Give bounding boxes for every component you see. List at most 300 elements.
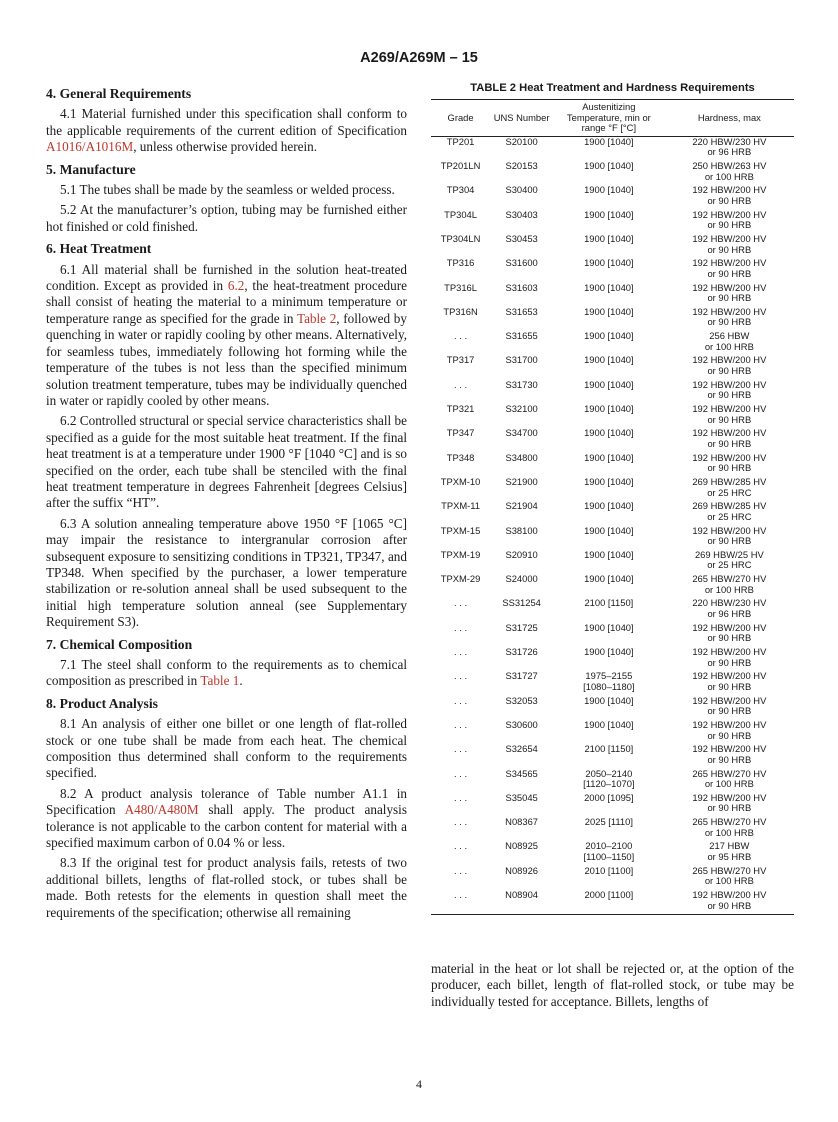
cell-hardness-line: or 100 HRB	[704, 583, 754, 595]
cell-uns-number	[490, 720, 553, 744]
paragraph-text: 6.2 Controlled structural or special service characteristics shall be specified as a guide for the most suitable heat treatment. If the final heat treatment is at a temperature under 1900 °F [1040 °C] and is so specified on the order, each tube shall be stenciled with the final heat treatment temperature in degrees Fahrenheit [degrees Celsius] after the suffix “HT”.	[46, 413, 407, 511]
table-row	[431, 769, 794, 793]
cell-temperature	[553, 744, 665, 768]
cell-uns-number-line: S31655	[505, 330, 538, 342]
cell-uns-number-line: N08925	[505, 840, 539, 852]
cell-hardness-line: 265 HBW/270 HV	[692, 864, 767, 876]
cell-hardness	[665, 696, 794, 720]
cell-hardness-line: or 90 HRB	[707, 219, 752, 231]
cell-grade-line: TPXM-29	[440, 573, 481, 585]
paragraph-text: 6.3 A solution annealing temperature above 1950 °F [1065 °C] may impair the resistance to intergranular corrosion after subsequent exposure to sensitizing conditions in TP321, TP347, and TP348. When specified by the purchaser, a lower temperature stabilization or re-solution anneal shall be used subsequent to the initial high temperature solution anneal (see Supplementary Requirement S3).	[46, 515, 407, 630]
cell-hardness	[665, 744, 794, 768]
cell-uns-number-line: S31653	[505, 305, 538, 317]
cell-temperature	[553, 696, 665, 720]
table-title: TABLE 2 Heat Treatment and Hardness Requirements	[470, 82, 755, 94]
cell-uns-number	[490, 477, 553, 501]
cell-grade-line: . . .	[454, 816, 468, 828]
header-grade: Grade	[431, 100, 490, 137]
section-heading: 5. Manufacture	[46, 161, 136, 177]
table-row	[431, 696, 794, 720]
cell-grade	[431, 136, 490, 161]
cell-hardness	[665, 380, 794, 404]
cell-grade	[431, 428, 490, 452]
cell-uns-number	[490, 817, 553, 841]
cell-grade	[431, 890, 490, 915]
cell-hardness-line: 192 HBW/200 HV	[692, 621, 767, 633]
cell-temperature-line: 1900 [1040]	[584, 160, 634, 172]
cell-grade	[431, 744, 490, 768]
cell-uns-number-line: S20100	[505, 135, 538, 147]
cell-hardness-line: or 90 HRB	[707, 535, 752, 547]
paragraph-text: 4.1 Material furnished under this specification shall conform to the applicable requirements of the current edition of Specification	[46, 106, 407, 138]
cell-temperature-line: 1900 [1040]	[584, 573, 634, 585]
cell-uns-number	[490, 769, 553, 793]
cell-temperature	[553, 793, 665, 817]
cell-hardness-line: or 25 HRC	[707, 510, 752, 522]
cell-hardness-line: or 90 HRB	[707, 413, 752, 425]
cell-hardness-line: 256 HBW	[709, 330, 750, 342]
cell-hardness-line: or 95 HRB	[707, 850, 752, 862]
cell-hardness-line: 269 HBW/285 HV	[692, 475, 767, 487]
paragraph-text: 6.1 All material shall be furnished in the solution heat-treated condition. Except as provided in	[46, 261, 407, 294]
cell-temperature-line: 1900 [1040]	[584, 330, 634, 342]
cell-uns-number	[490, 453, 553, 477]
cell-uns-number-line: N08926	[505, 864, 539, 876]
cell-temperature-line: 2100 [1150]	[584, 743, 634, 755]
cell-grade-line: . . .	[454, 718, 468, 730]
cell-grade-line: TP317	[446, 354, 475, 366]
cell-uns-number	[490, 671, 553, 695]
paragraph-text: 8.1 An analysis of either one billet or one length of flat-rolled stock or one tube shall be made from each heat. The chemical composition thus determined shall conform to the requirements specified.	[46, 716, 407, 781]
cell-uns-number-line: S31600	[505, 257, 538, 269]
cell-grade	[431, 501, 490, 525]
cell-hardness-line: or 25 HRC	[707, 559, 752, 571]
cell-grade	[431, 185, 490, 209]
left-column	[46, 80, 407, 925]
cell-hardness-line: or 90 HRB	[707, 462, 752, 474]
cell-grade	[431, 647, 490, 671]
cell-temperature	[553, 380, 665, 404]
cell-temperature	[553, 428, 665, 452]
cell-hardness	[665, 210, 794, 234]
cell-uns-number-line: S30403	[505, 208, 538, 220]
section-heading: 4. General Requirements	[46, 86, 192, 101]
cell-uns-number-line: S30453	[505, 232, 538, 244]
cell-temperature-line: 2100 [1150]	[584, 597, 634, 609]
cell-hardness-line: 192 HBW/200 HV	[692, 232, 767, 244]
table-row	[431, 210, 794, 234]
cell-grade-line: TP316N	[443, 305, 478, 317]
cell-grade-line: . . .	[454, 743, 468, 755]
cell-uns-number	[490, 331, 553, 355]
cell-temperature-line: 1900 [1040]	[584, 718, 634, 730]
header-temperature-line: Austenitizing	[582, 101, 636, 112]
cell-hardness-line: or 90 HRB	[707, 437, 752, 449]
cell-uns-number	[490, 623, 553, 647]
cell-hardness-line: 192 HBW/200 HV	[692, 257, 767, 269]
cell-grade	[431, 866, 490, 890]
cell-hardness-line: or 100 HRB	[704, 340, 754, 352]
cell-uns-number-line: S24000	[505, 573, 538, 585]
right-column-continuation: material in the heat or lot shall be rejected or, at the option of the producer, each billet, length of flat-rolled stock, or tube may be individually tested for acceptance. Billets, lengths of	[431, 961, 794, 1009]
cell-temperature	[553, 671, 665, 695]
cell-hardness	[665, 623, 794, 647]
cell-uns-number	[490, 210, 553, 234]
cell-hardness	[665, 574, 794, 598]
cell-temperature	[553, 307, 665, 331]
cell-grade-line: TPXM-15	[440, 524, 481, 536]
cell-hardness	[665, 477, 794, 501]
cell-uns-number-line: S20153	[505, 160, 538, 172]
cell-grade-line: TP347	[446, 427, 475, 439]
cell-uns-number-line: S31726	[505, 646, 538, 658]
cell-hardness	[665, 817, 794, 841]
table-row	[431, 671, 794, 695]
cell-uns-number	[490, 307, 553, 331]
table-row	[431, 477, 794, 501]
cell-grade-line: TP321	[446, 403, 475, 415]
cell-uns-number-line: N08367	[505, 816, 539, 828]
cell-hardness-line: or 90 HRB	[707, 899, 752, 911]
cell-hardness	[665, 258, 794, 282]
cell-hardness-line: 192 HBW/200 HV	[692, 670, 767, 682]
cell-temperature-line: 1900 [1040]	[584, 257, 634, 269]
cell-temperature	[553, 355, 665, 379]
cell-hardness-line: or 90 HRB	[707, 753, 752, 765]
table-row	[431, 598, 794, 622]
table-row	[431, 161, 794, 185]
cell-temperature	[553, 866, 665, 890]
cell-hardness	[665, 136, 794, 161]
cell-hardness-line: or 90 HRB	[707, 680, 752, 692]
paragraph-text: , unless otherwise provided herein.	[133, 139, 318, 155]
cross-reference-link[interactable]: A480/A480M	[124, 802, 199, 818]
cell-hardness-line: 192 HBW/200 HV	[692, 208, 767, 220]
table-header-row	[431, 100, 794, 137]
cell-hardness	[665, 793, 794, 817]
cell-grade-line: . . .	[454, 791, 468, 803]
cell-uns-number-line: S32654	[505, 743, 538, 755]
cell-hardness-line: 265 HBW/270 HV	[692, 573, 767, 585]
table-row	[431, 307, 794, 331]
cell-temperature-line: 2010 [1100]	[584, 864, 634, 876]
header-temperature-line: Temperature, min or	[566, 111, 651, 123]
cell-temperature	[553, 477, 665, 501]
header-uns-number: UNS Number	[490, 100, 553, 137]
cell-hardness	[665, 234, 794, 258]
cell-hardness	[665, 355, 794, 379]
cell-uns-number	[490, 598, 553, 622]
cell-hardness-line: 265 HBW/270 HV	[692, 816, 767, 828]
cell-hardness-line: 250 HBW/263 HV	[692, 160, 767, 172]
cell-hardness	[665, 283, 794, 307]
cell-hardness	[665, 501, 794, 525]
cross-reference-link[interactable]: A1016/A1016M	[46, 139, 134, 155]
table-row	[431, 501, 794, 525]
table-row	[431, 817, 794, 841]
cell-temperature-line: 2000 [1100]	[584, 888, 634, 900]
cell-hardness	[665, 550, 794, 574]
cell-uns-number	[490, 501, 553, 525]
cell-temperature	[553, 720, 665, 744]
cell-hardness	[665, 598, 794, 622]
cell-hardness-line: 192 HBW/200 HV	[692, 451, 767, 463]
paragraph-text: , followed by quenching in water or rapidly cooling by other means. Alternatively, for seamless tubes, immediately following hot forming while the temperature of the tubes is not less than the specified minimum solution treatment temperature, tubes may be individually quenched in water or rapidly cooled by other means.	[46, 310, 407, 408]
cell-grade	[431, 453, 490, 477]
cell-temperature-line: 1900 [1040]	[584, 208, 634, 220]
cell-temperature	[553, 258, 665, 282]
cell-hardness-line: or 90 HRB	[707, 194, 752, 206]
cell-grade-line: . . .	[454, 888, 468, 900]
cell-grade	[431, 574, 490, 598]
table-row	[431, 623, 794, 647]
table-row	[431, 283, 794, 307]
table-row	[431, 647, 794, 671]
paragraph-text: 8.2 A product analysis tolerance of Table number A1.1 in Specification	[46, 785, 407, 818]
cell-hardness-line: 220 HBW/230 HV	[692, 597, 767, 609]
cell-temperature-line: 1900 [1040]	[584, 232, 634, 244]
page-header: A269/A269M – 15	[360, 50, 478, 66]
cell-uns-number	[490, 841, 553, 865]
cell-grade	[431, 210, 490, 234]
cell-hardness	[665, 453, 794, 477]
cell-temperature	[553, 136, 665, 161]
cell-temperature-line: 2000 [1095]	[584, 791, 634, 803]
cell-grade-line: . . .	[454, 621, 468, 633]
cell-hardness-line: or 90 HRB	[707, 802, 752, 814]
cell-uns-number-line: S31730	[505, 378, 538, 390]
section-paragraph	[46, 182, 407, 198]
cell-uns-number-line: S34700	[505, 427, 538, 439]
cell-temperature-line: [1100–1150]	[583, 850, 635, 862]
cell-hardness-line: 192 HBW/200 HV	[692, 743, 767, 755]
cell-grade	[431, 623, 490, 647]
table-row	[431, 185, 794, 209]
cell-grade	[431, 234, 490, 258]
cell-grade-line: TP304LN	[440, 232, 481, 244]
cell-uns-number	[490, 696, 553, 720]
section-paragraph	[46, 786, 407, 852]
cell-uns-number-line: S21904	[505, 500, 538, 512]
table-body	[431, 136, 794, 915]
cell-hardness-line: or 100 HRB	[704, 170, 754, 182]
table-row	[431, 331, 794, 355]
cell-temperature	[553, 234, 665, 258]
cell-hardness-line: or 90 HRB	[707, 243, 752, 255]
cell-hardness-line: or 25 HRC	[707, 486, 752, 498]
cell-hardness-line: 192 HBW/200 HV	[692, 694, 767, 706]
cell-uns-number	[490, 526, 553, 550]
paragraph-text: 5.2 At the manufacturer’s option, tubing may be furnished either hot finished or cold finished.	[46, 202, 407, 234]
cell-temperature-line: 1900 [1040]	[584, 524, 634, 536]
cell-temperature-line: 1900 [1040]	[584, 305, 634, 317]
cell-hardness-line: 265 HBW/270 HV	[692, 767, 767, 779]
paragraph-text: shall apply. The product analysis tolerance is not applicable to the carbon content for material with a specified maximum carbon of 0.04 % or less.	[46, 802, 407, 851]
cell-hardness-line: 192 HBW/200 HV	[692, 427, 767, 439]
cell-temperature	[553, 453, 665, 477]
section-paragraph	[46, 202, 407, 235]
cell-grade-line: TPXM-11	[441, 500, 481, 512]
page-number: 4	[416, 1077, 422, 1091]
cell-temperature-line: 1900 [1040]	[584, 184, 634, 196]
cell-uns-number	[490, 793, 553, 817]
table-container	[431, 99, 794, 915]
cell-temperature	[553, 526, 665, 550]
cell-hardness-line: or 96 HRB	[707, 146, 752, 158]
cell-grade-line: TPXM-10	[440, 475, 481, 487]
cell-temperature-line: 1900 [1040]	[584, 621, 634, 633]
cell-grade-line: TP304	[446, 184, 475, 196]
cell-uns-number-line: S34565	[505, 767, 538, 779]
section-heading: 8. Product Analysis	[46, 695, 158, 711]
cell-uns-number-line: S30600	[505, 718, 538, 730]
cell-grade	[431, 526, 490, 550]
cell-hardness-line: or 100 HRB	[704, 778, 754, 790]
cell-temperature-line: 1900 [1040]	[584, 281, 634, 293]
cell-hardness-line: or 90 HRB	[707, 292, 752, 304]
cell-uns-number	[490, 258, 553, 282]
cell-grade-line: TPXM-19	[440, 548, 481, 560]
cell-hardness	[665, 185, 794, 209]
cell-temperature-line: [1120–1070]	[583, 778, 635, 790]
cell-hardness-line: 192 HBW/200 HV	[692, 403, 767, 415]
cell-grade	[431, 380, 490, 404]
cell-uns-number	[490, 136, 553, 161]
cell-uns-number	[490, 161, 553, 185]
cell-uns-number	[490, 866, 553, 890]
table-row	[431, 744, 794, 768]
cell-uns-number-line: S32053	[505, 694, 538, 706]
cell-hardness-line: or 96 HRB	[707, 608, 752, 620]
cell-uns-number-line: S35045	[505, 791, 538, 803]
header-hardness: Hardness, max	[665, 100, 794, 137]
cell-grade	[431, 696, 490, 720]
cell-hardness-line: 192 HBW/200 HV	[692, 354, 767, 366]
cell-uns-number	[490, 283, 553, 307]
table-row	[431, 453, 794, 477]
cell-temperature-line: 1900 [1040]	[584, 500, 634, 512]
section-paragraph	[46, 106, 407, 155]
cell-uns-number-line: S31725	[505, 621, 538, 633]
cell-temperature	[553, 161, 665, 185]
cell-grade-line: . . .	[454, 597, 468, 609]
cell-uns-number-line: S21900	[505, 475, 538, 487]
cell-temperature	[553, 769, 665, 793]
cell-temperature	[553, 404, 665, 428]
section-paragraph	[46, 855, 407, 921]
cell-grade	[431, 355, 490, 379]
cell-grade	[431, 283, 490, 307]
cell-hardness	[665, 307, 794, 331]
cell-grade-line: . . .	[454, 767, 468, 779]
cell-uns-number-line: N08904	[505, 888, 539, 900]
cell-grade-line: TP316	[446, 257, 475, 269]
cell-uns-number-line: S20910	[505, 548, 538, 560]
cell-uns-number-line: SS31254	[502, 597, 541, 609]
cell-temperature-line: 2050–2140	[585, 767, 633, 779]
cell-temperature-line: 1900 [1040]	[584, 403, 634, 415]
cell-temperature-line: 1975–2155	[585, 670, 633, 682]
cell-uns-number-line: S31700	[505, 354, 538, 366]
cell-hardness	[665, 841, 794, 865]
cell-hardness-line: or 90 HRB	[707, 656, 752, 668]
cell-hardness	[665, 161, 794, 185]
cell-grade	[431, 404, 490, 428]
cell-hardness-line: 192 HBW/200 HV	[692, 718, 767, 730]
cell-temperature	[553, 574, 665, 598]
cell-hardness-line: or 90 HRB	[707, 729, 752, 741]
cell-hardness-line: or 90 HRB	[707, 705, 752, 717]
cross-reference-link[interactable]: 6.2	[227, 278, 245, 294]
cell-uns-number	[490, 380, 553, 404]
cell-hardness-line: 269 HBW/285 HV	[692, 500, 767, 512]
cell-grade	[431, 477, 490, 501]
cell-hardness-line: 217 HBW	[709, 840, 750, 852]
section-paragraph	[46, 657, 407, 690]
cell-uns-number-line: S32100	[505, 403, 538, 415]
cell-hardness-line: 192 HBW/200 HV	[692, 888, 767, 900]
cell-grade	[431, 769, 490, 793]
cross-reference-link[interactable]: Table 2	[296, 310, 337, 326]
cell-grade-line: TP201LN	[440, 160, 481, 172]
cell-hardness	[665, 890, 794, 915]
cell-grade-line: TP348	[446, 451, 475, 463]
paragraph-text: 5.1 The tubes shall be made by the seamless or welded process.	[60, 182, 395, 198]
cell-uns-number	[490, 355, 553, 379]
cell-grade-line: . . .	[454, 694, 468, 706]
cell-temperature-line: 1900 [1040]	[584, 427, 634, 439]
cell-temperature	[553, 283, 665, 307]
cell-grade	[431, 671, 490, 695]
cell-hardness-line: 192 HBW/200 HV	[692, 305, 767, 317]
cell-uns-number-line: S38100	[505, 524, 538, 536]
cell-grade	[431, 331, 490, 355]
cell-hardness	[665, 769, 794, 793]
cell-grade	[431, 258, 490, 282]
cell-temperature	[553, 210, 665, 234]
cell-uns-number	[490, 550, 553, 574]
cell-temperature-line: [1080–1180]	[583, 680, 635, 692]
cell-temperature	[553, 501, 665, 525]
cell-grade-line: . . .	[454, 840, 468, 852]
cell-temperature	[553, 841, 665, 865]
cross-reference-link[interactable]: Table 1	[200, 673, 240, 689]
table-row	[431, 793, 794, 817]
cell-hardness	[665, 404, 794, 428]
paragraph-text: 7.1 The steel shall conform to the requirements as to chemical composition as prescribed in	[46, 657, 407, 689]
cell-grade-line: . . .	[454, 646, 468, 658]
cell-hardness-line: 192 HBW/200 HV	[692, 524, 767, 536]
cell-uns-number	[490, 744, 553, 768]
cell-grade	[431, 793, 490, 817]
table-row	[431, 720, 794, 744]
cell-hardness-line: 220 HBW/230 HV	[692, 135, 767, 147]
cell-uns-number	[490, 234, 553, 258]
table-row	[431, 550, 794, 574]
cell-hardness-line: 192 HBW/200 HV	[692, 184, 767, 196]
cell-temperature-line: 2025 [1110]	[584, 816, 633, 828]
cell-grade-line: TP201	[446, 135, 475, 147]
cell-uns-number	[490, 428, 553, 452]
cell-hardness-line: or 90 HRB	[707, 389, 752, 401]
cell-grade	[431, 598, 490, 622]
section-paragraph	[46, 413, 407, 511]
table-row	[431, 136, 794, 161]
cell-grade	[431, 720, 490, 744]
cell-temperature-line: 1900 [1040]	[584, 694, 634, 706]
cell-hardness-line: or 90 HRB	[707, 316, 752, 328]
cell-uns-number	[490, 574, 553, 598]
